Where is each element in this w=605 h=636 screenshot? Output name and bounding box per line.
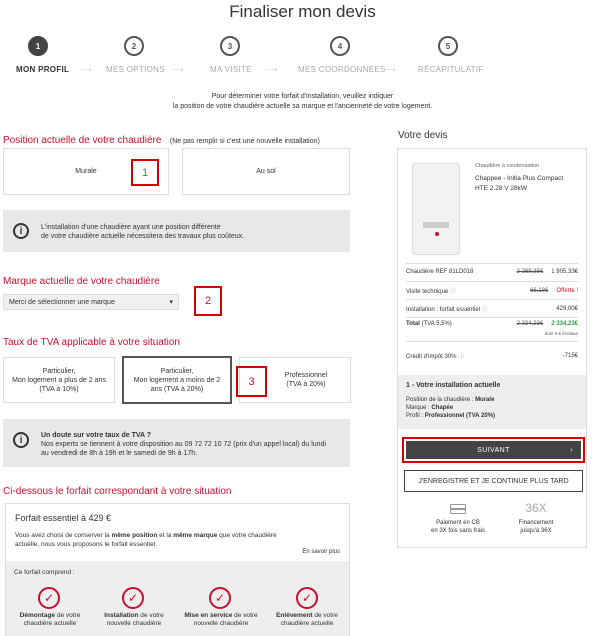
intro-text: Pour déterminer votre forfait d'installation, veuillez indiquer la position de votre chaudière actuelle sa marque et l'ancienneté de votre logement.	[172, 93, 433, 110]
devis-panel	[397, 148, 587, 548]
tva-option-plus-2-ans[interactable]: Particulier, Mon logement a plus de 2 ans (TVA à 10%)	[3, 357, 115, 403]
annotation-marker-2: 2	[194, 286, 222, 316]
info-icon: ⓘ	[458, 354, 465, 360]
row-chaudiere: Chaudière REF 81LD018 2 268,35€ 1 905,33€	[406, 269, 578, 275]
step-2-label[interactable]: MES OPTIONS	[106, 65, 165, 74]
tva-info-box: i Un doute sur votre taux de TVA ? Nos experts se tiennent à votre disposition au 09 72 72 10 72 (prix d'un appel local) du lundi au vendredi de 8h à 19h et le samedi de 9h à 17h.	[3, 419, 350, 467]
check-icon: ✓	[209, 587, 231, 609]
page-title: Finaliser mon devis	[229, 2, 376, 21]
chevron-right-icon: ›	[570, 446, 573, 454]
feature-demontage: Démontage de votre chaudière actuelle	[19, 612, 81, 627]
step-3-circle[interactable]: 3	[220, 36, 240, 56]
feature-installation: Installation de votre nouvelle chaudière	[104, 612, 164, 627]
step-1-circle[interactable]: 1	[28, 36, 48, 56]
row-credit-impot: Crédit d'impôt 30% ⓘ -715€	[406, 352, 578, 360]
arrow-icon: ⟶	[266, 65, 278, 74]
tva-option-moins-2-ans[interactable]: Particulier, Mon logement a moins de 2 ans (TVA à 20%)	[122, 356, 232, 404]
step-4-circle[interactable]: 4	[330, 36, 350, 56]
step-1-label[interactable]: MON PROFIL	[16, 65, 70, 74]
arrow-icon: ⟶	[384, 65, 396, 74]
position-option-au-sol[interactable]: Au sol	[182, 148, 350, 195]
credit-card-icon	[450, 504, 466, 514]
forfait-includes-panel	[6, 561, 349, 636]
arrow-icon: ⟶	[80, 65, 92, 74]
chevron-down-icon: ▾	[169, 299, 173, 306]
forfait-includes-label: Ce forfait comprend :	[14, 569, 75, 576]
row-total: Total (TVA 5,5%) 2 334,23€ 2 334,23€	[406, 321, 578, 327]
step-5-circle[interactable]: 5	[438, 36, 458, 56]
installation-summary: 1 - Votre installation actuelle Position de la chaudière : Murale Marque : Chapée Profil : Professionnel (TVA 20%)	[398, 375, 586, 429]
marque-title: Marque actuelle de votre chaudière	[3, 276, 160, 287]
marque-select[interactable]: Merci de sélectionner une marque ▾	[3, 294, 179, 310]
feature-enlevement: Enlèvement de votre chaudière actuelle	[276, 612, 338, 627]
check-icon: ✓	[296, 587, 318, 609]
check-icon: ✓	[38, 587, 60, 609]
forfait-name: Forfait essentiel à 429 €	[15, 513, 112, 523]
forfait-description: Vous avez choisi de conserver la même position et la même marque que votre chaudière actuelle, nous vous proposons le forfait essentiel.	[15, 532, 277, 548]
info-icon: i	[13, 432, 29, 448]
step-3-label[interactable]: MA VISITE	[210, 65, 252, 74]
payment-cb: Paiement en CB en 3X fois sans frais	[430, 520, 486, 534]
row-installation: Installation : forfait essentiel ⓘ 429,00€	[406, 305, 578, 313]
product-name: Chappee - Initia Plus Compact HTE 2.28 V 28kW	[475, 175, 564, 192]
row-visite: Visite technique ⓘ 66,18€ Offerte !	[406, 287, 578, 295]
forfait-card	[5, 503, 350, 636]
tva-option-professionnel[interactable]: Professionnel (TVA à 20%)	[239, 357, 351, 403]
feature-mise-en-service: Mise en service de votre nouvelle chaudière	[184, 612, 258, 627]
financement-badge: 36X	[525, 501, 547, 515]
forfait-section-title: Ci-dessous le forfait correspondant à votre situation	[3, 486, 232, 497]
step-2-circle[interactable]: 2	[124, 36, 144, 56]
arrow-icon: ⟶	[172, 65, 184, 74]
devis-title: Votre devis	[398, 130, 448, 141]
forfait-more-link[interactable]: En savoir plus	[302, 549, 340, 555]
ecotaxe-note: dont 5 € écotaxe	[544, 331, 578, 336]
suivant-highlight	[402, 437, 585, 463]
annotation-marker-1: 1	[131, 159, 159, 186]
position-note: (Ne pas remplir si c'est une nouvelle installation)	[169, 138, 320, 145]
position-option-murale[interactable]: Murale	[3, 148, 169, 195]
tva-title: Taux de TVA applicable à votre situation	[3, 337, 180, 348]
position-title: Position actuelle de votre chaudière	[3, 135, 162, 146]
step-5-label[interactable]: RÉCAPITULATIF	[418, 65, 484, 74]
step-4-label[interactable]: MES COORDONNÉES	[298, 65, 386, 74]
save-continue-button[interactable]: J'ENREGISTRE ET JE CONTINUE PLUS TARD	[404, 470, 583, 492]
info-icon: i	[13, 223, 29, 239]
boiler-image	[412, 163, 460, 255]
info-icon: ⓘ	[449, 289, 456, 295]
position-section-heading	[3, 130, 320, 148]
position-info-box: i L'installation d'une chaudière ayant une position différente de votre chaudière actuelle nécessitera des travaux plus coûteux.	[3, 210, 350, 252]
annotation-marker-3: 3	[236, 366, 267, 397]
suivant-button[interactable]: SUIVANT ›	[406, 441, 581, 459]
info-icon: ⓘ	[481, 307, 488, 313]
check-icon: ✓	[122, 587, 144, 609]
payment-financement: Financement jusqu'à 36X	[518, 520, 554, 534]
product-category: Chaudière à condensation	[475, 163, 540, 169]
